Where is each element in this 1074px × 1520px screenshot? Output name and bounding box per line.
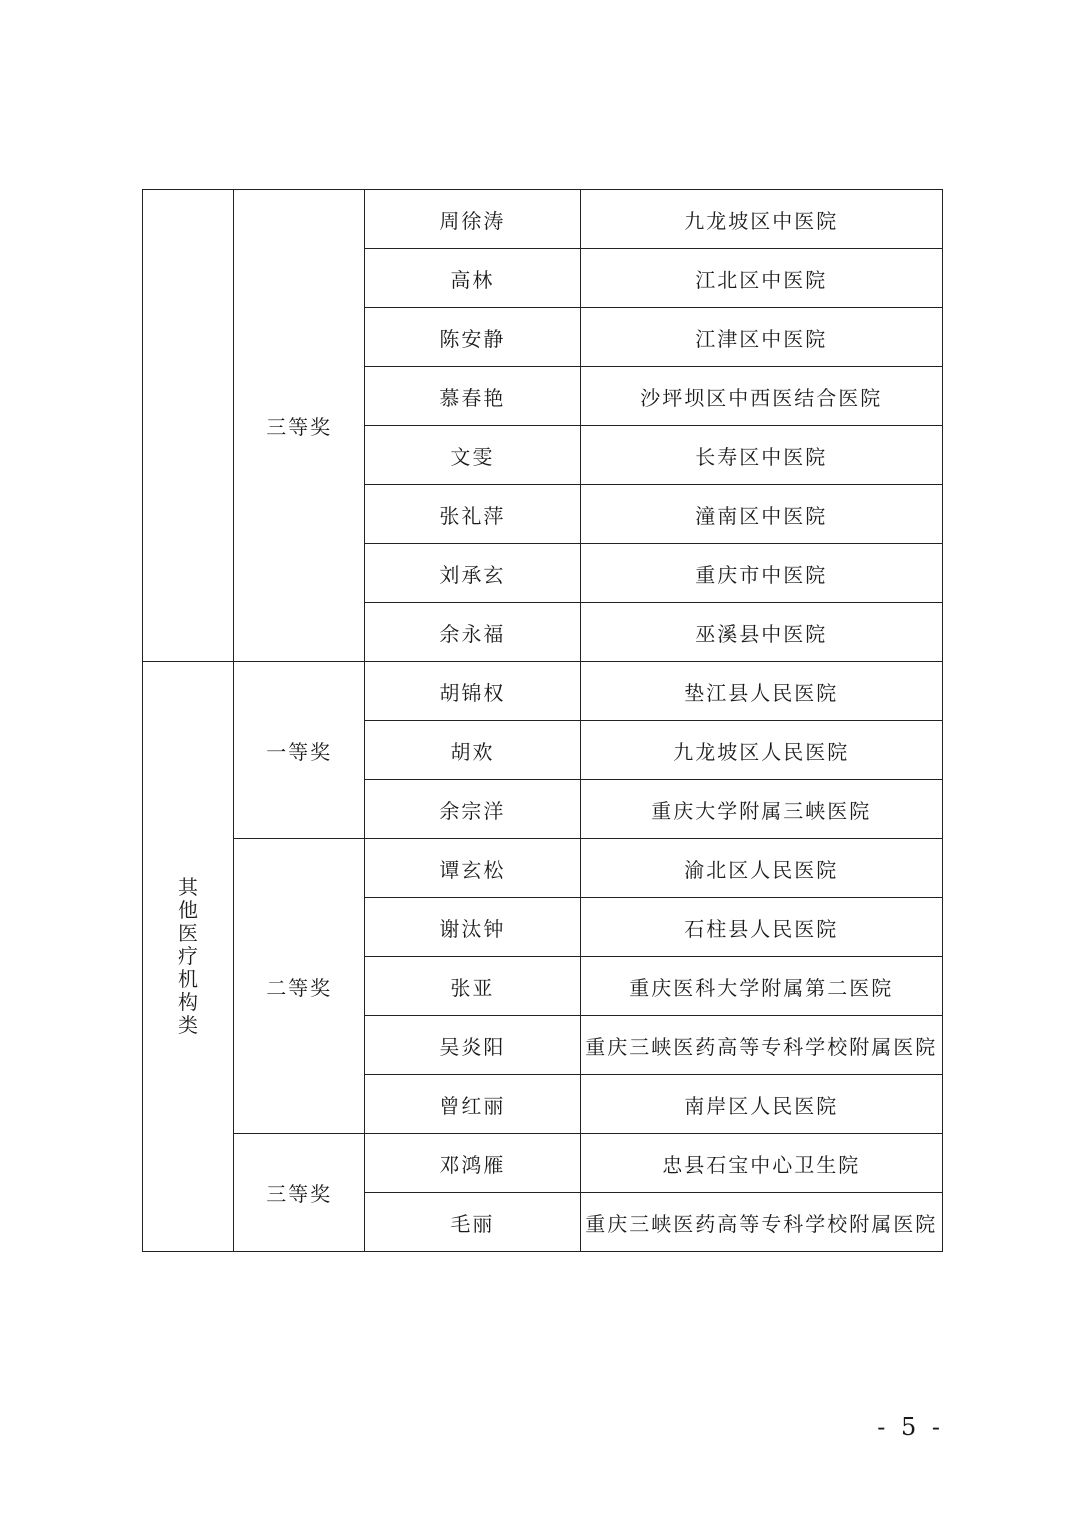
winner-name: 张亚 <box>365 957 580 1016</box>
award-table <box>142 189 943 1252</box>
winner-name: 刘承玄 <box>365 544 580 603</box>
winner-name: 高林 <box>365 249 580 308</box>
winner-name: 周徐涛 <box>365 190 580 249</box>
winner-unit: 重庆三峡医药高等专科学校附属医院 <box>580 1016 942 1075</box>
winner-unit: 忠县石宝中心卫生院 <box>580 1134 942 1193</box>
award-level-cell: 二等奖 <box>234 839 365 1134</box>
winner-name: 余宗洋 <box>365 780 580 839</box>
winner-unit: 江北区中医院 <box>580 249 942 308</box>
winner-unit: 重庆市中医院 <box>580 544 942 603</box>
award-level-cell: 一等奖 <box>234 662 365 839</box>
winner-name: 邓鸿雁 <box>365 1134 580 1193</box>
winner-unit: 重庆医科大学附属第二医院 <box>580 957 942 1016</box>
winner-unit: 巫溪县中医院 <box>580 603 942 662</box>
winner-unit: 石柱县人民医院 <box>580 898 942 957</box>
winner-name: 慕春艳 <box>365 367 580 426</box>
winner-unit: 潼南区中医院 <box>580 485 942 544</box>
winner-name: 文雯 <box>365 426 580 485</box>
winner-name: 胡欢 <box>365 721 580 780</box>
winner-unit: 渝北区人民医院 <box>580 839 942 898</box>
winner-unit: 重庆三峡医药高等专科学校附属医院 <box>580 1193 942 1252</box>
table-row <box>143 662 943 721</box>
winner-unit: 长寿区中医院 <box>580 426 942 485</box>
winner-unit: 江津区中医院 <box>580 308 942 367</box>
category-cell: 其他医疗机构类 <box>143 662 234 1252</box>
winner-name: 曾红丽 <box>365 1075 580 1134</box>
winner-name: 陈安静 <box>365 308 580 367</box>
winner-name: 谭玄松 <box>365 839 580 898</box>
winner-name: 张礼萍 <box>365 485 580 544</box>
winner-unit: 九龙坡区中医院 <box>580 190 942 249</box>
winner-name: 吴炎阳 <box>365 1016 580 1075</box>
winner-name: 余永福 <box>365 603 580 662</box>
table-row <box>143 1134 943 1193</box>
winner-name: 毛丽 <box>365 1193 580 1252</box>
table-row <box>143 190 943 249</box>
winner-unit: 南岸区人民医院 <box>580 1075 942 1134</box>
winner-name: 胡锦权 <box>365 662 580 721</box>
winner-name: 谢汰钟 <box>365 898 580 957</box>
page-number: - 5 - <box>877 1413 944 1441</box>
table-row <box>143 839 943 898</box>
category-cell <box>143 190 234 662</box>
winner-unit: 九龙坡区人民医院 <box>580 721 942 780</box>
winner-unit: 垫江县人民医院 <box>580 662 942 721</box>
award-level-cell: 三等奖 <box>234 190 365 662</box>
winner-unit: 重庆大学附属三峡医院 <box>580 780 942 839</box>
winner-unit: 沙坪坝区中西医结合医院 <box>580 367 942 426</box>
award-level-cell: 三等奖 <box>234 1134 365 1252</box>
